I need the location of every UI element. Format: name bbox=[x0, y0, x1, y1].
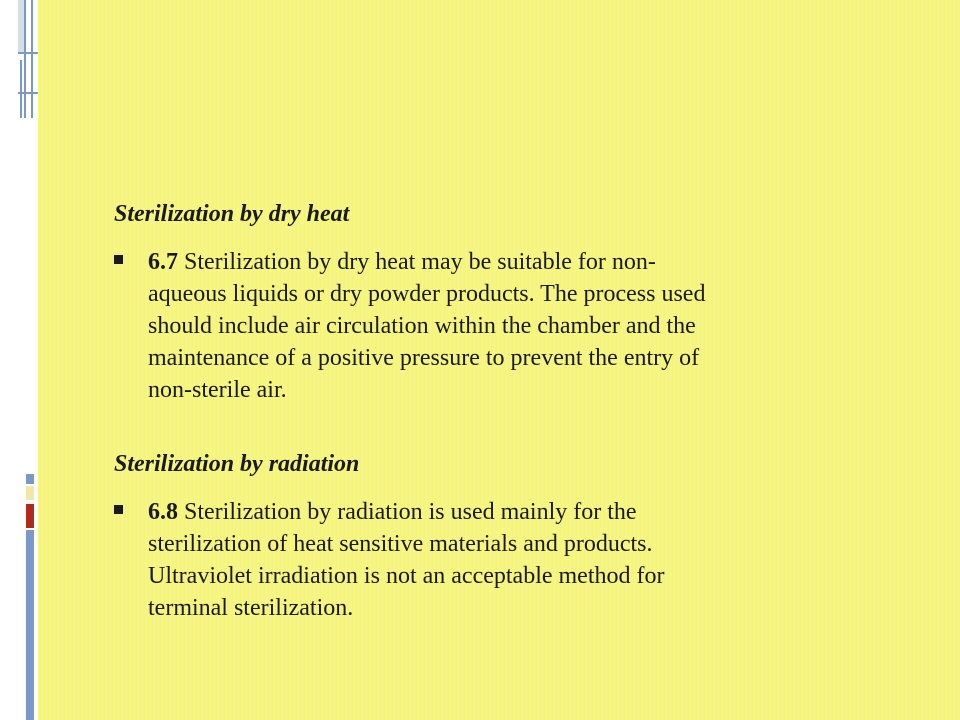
bullet-line: terminal sterilization. bbox=[148, 595, 354, 621]
accent-bar-top-blue-4 bbox=[31, 0, 33, 118]
bullet-line: Sterilization by radiation is used mainly for the bbox=[178, 499, 637, 525]
bullet-text bbox=[148, 246, 914, 406]
section-heading-dry-heat: Sterilization by dry heat bbox=[114, 201, 350, 227]
bullet-line: non-sterile air. bbox=[148, 377, 287, 403]
bullet-text bbox=[148, 496, 914, 624]
accent-bar-red bbox=[26, 504, 34, 528]
section-heading-radiation: Sterilization by radiation bbox=[114, 451, 360, 477]
bullet-line: should include air circulation within the chamber and the bbox=[148, 313, 696, 339]
square-bullet-icon bbox=[114, 505, 123, 514]
bullet-line: sterilization of heat sensitive materials and products. bbox=[148, 531, 653, 557]
accent-bar-top-blue-3 bbox=[24, 0, 26, 118]
bullet-line: aqueous liquids or dry powder products. The process used bbox=[148, 281, 706, 307]
square-bullet-icon bbox=[114, 255, 123, 264]
accent-bar-top-blue-6 bbox=[20, 60, 22, 118]
accent-bar-light bbox=[26, 486, 34, 500]
bullet-item-6-8 bbox=[114, 496, 914, 624]
bullet-line: Ultraviolet irradiation is not an acceptable method for bbox=[148, 563, 665, 589]
accent-bar-blue-long bbox=[26, 530, 34, 720]
clause-number: 6.7 bbox=[148, 249, 178, 275]
bullet-line: Sterilization by dry heat may be suitable for non- bbox=[178, 249, 656, 275]
clause-number: 6.8 bbox=[148, 499, 178, 525]
bullet-line: maintenance of a positive pressure to prevent the entry of bbox=[148, 345, 700, 371]
bullet-item-6-7 bbox=[114, 246, 914, 406]
accent-bar-top-blue-2 bbox=[18, 52, 38, 54]
accent-bar-blue-small bbox=[26, 474, 34, 484]
